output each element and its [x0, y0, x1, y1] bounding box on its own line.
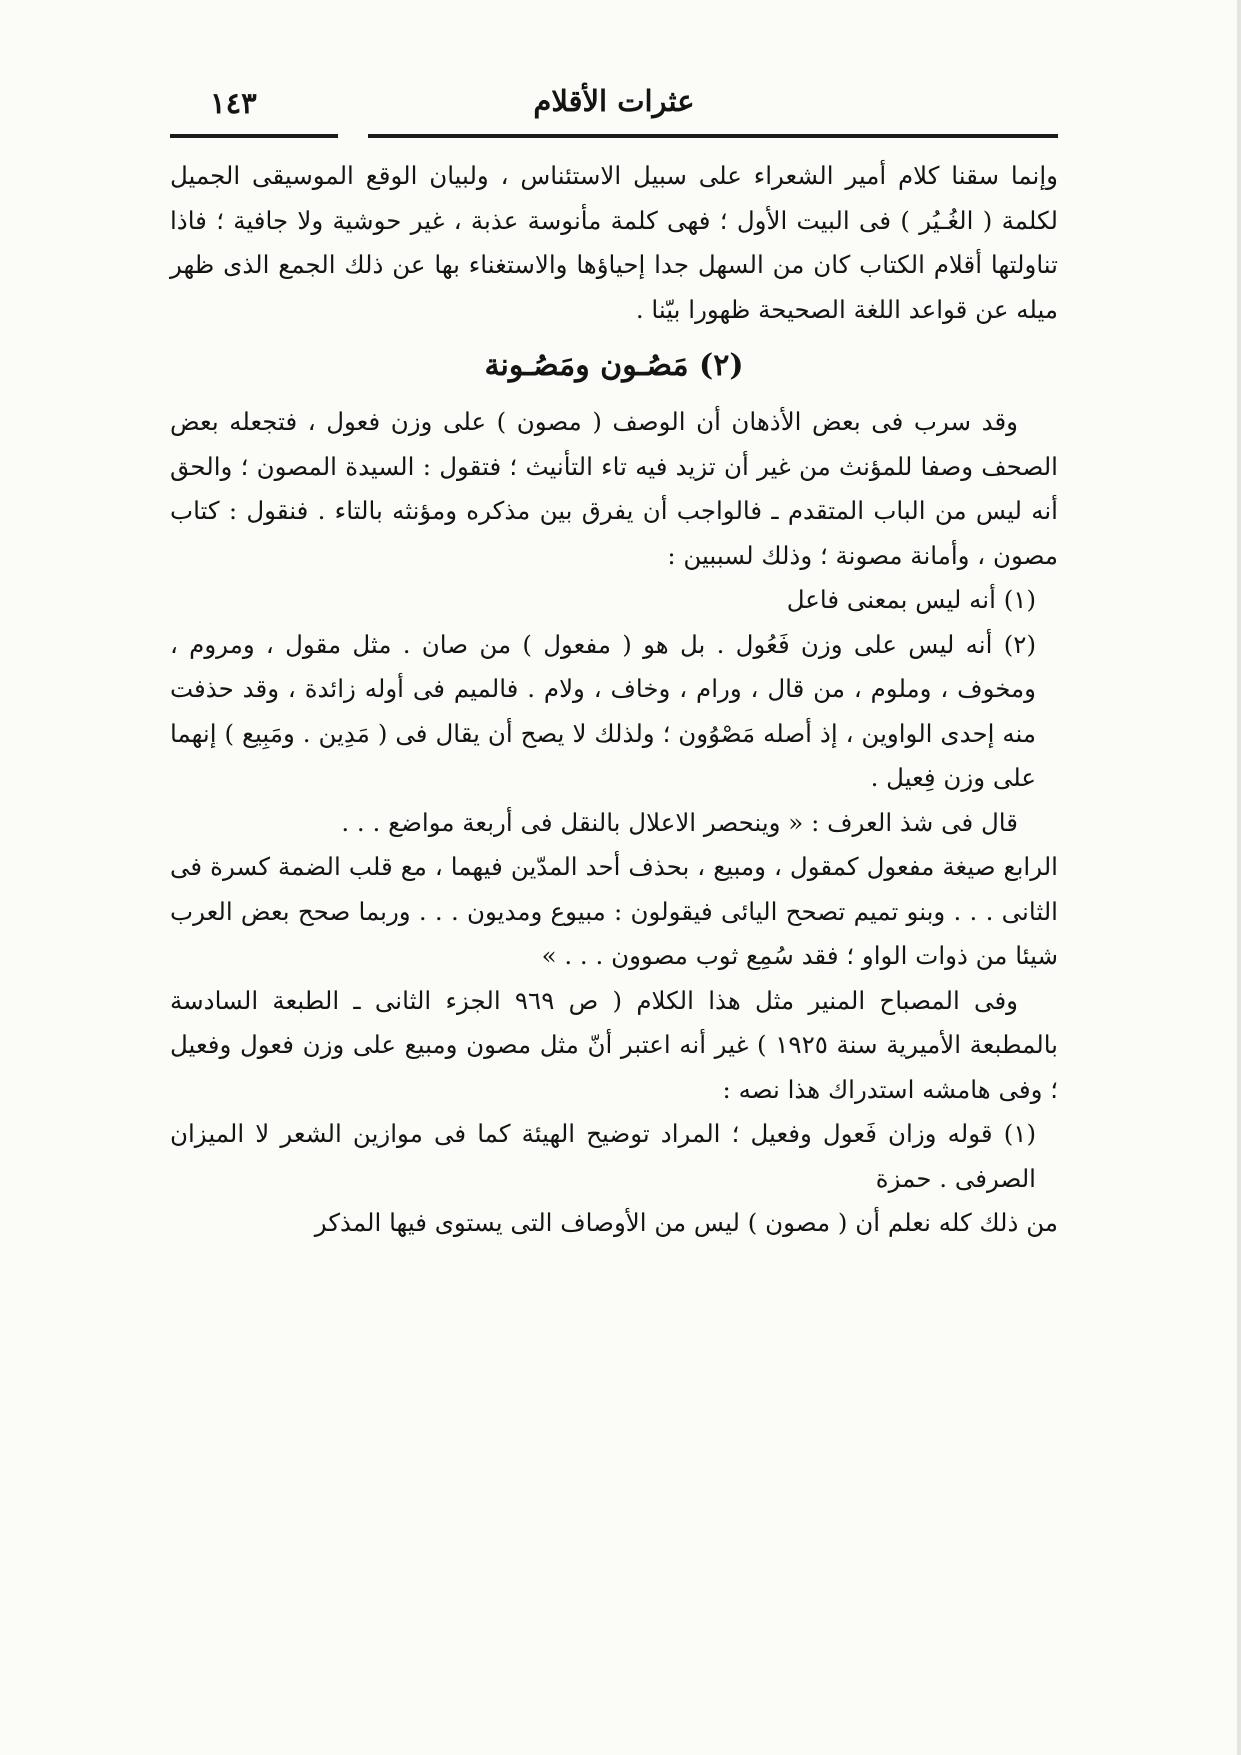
- header-rule-right: [368, 134, 1058, 138]
- quote-body: الرابع صيغة مفعول كمقول ، ومبيع ، بحذف أحد المدّين فيهما ، مع قلب الضمة كسرة فى الثانى . . . وبنو تميم تصحح اليائى فيقولون : مبيوع ومديون . . . وربما صحح بعض العرب شيئا من ذوات الواو ؛ فقد سُمِع ثوب مصوون . . . »: [170, 852, 1058, 970]
- header-rule: [170, 130, 1058, 144]
- header-rule-left: [170, 134, 338, 138]
- body-paragraph-1: وقد سرب فى بعض الأذهان أن الوصف ( مصون ) على وزن فعول ، فتجعله بعض الصحف وصفا للمؤنث من غير أن تزيد فيه تاء التأنيث ؛ فتقول : السيدة المصون ؛ والحق أنه ليس من الباب المتقدم ـ فالواجب أن يفرق بين مذكره ومؤنثه بالتاء . فنقول : كتاب مصون ، وأمانة مصونة ؛ وذلك لسببين :: [170, 407, 1058, 570]
- page-content: [170, 78, 1058, 1246]
- intro-paragraph: وإنما سقنا كلام أمير الشعراء على سبيل الاستئناس ، ولبيان الوقع الموسيقى الجميل لكلمة ( الغُـيُر ) فى البيت الأول ؛ فهى كلمة مأنوسة عذبة ، غير حوشية ولا جافية ؛ فاذا تناولتها أقلام الكتاب كان من السهل جدا إحياؤها والاستغناء بها عن ذلك الجمع الذى ظهر ميله عن قواعد اللغة الصحيحة ظهورا بيّنا .: [170, 161, 1058, 324]
- section-heading: (٢) مَصُـون ومَصُـونة: [484, 348, 744, 383]
- reason-2: (٢) أنه ليس على وزن فَعُول . بل هو ( مفعول ) من صان . مثل مقول ، ومروم ، ومخوف ، وملوم ، من قال ، ورام ، وخاف ، ولام . فالميم فى أوله زائدة ، وقد حذفت منه إحدى الواوين ، إذ أصله مَصْوُون ؛ ولذلك لا يصح أن يقال فى ( مَدِين . ومَبِيع ) إنهما على وزن فِعيل .: [170, 629, 1036, 792]
- footnote-1: (١) قوله وزان فَعول وفعيل ؛ المراد توضيح الهيئة كما فى موازين الشعر لا الميزان الصرفى . حمزة: [170, 1119, 1036, 1193]
- misbah-paragraph: وفى المصباح المنير مثل هذا الكلام ( ص ٩٦٩ الجزء الثانى ـ الطبعة السادسة بالمطبعة الأميرية سنة ١٩٢٥ ) غير أنه اعتبر أنّ مثل مصون ومبيع على وزن فعول وفعيل ؛ وفى هامشه استدراك هذا نصه :: [170, 985, 1058, 1104]
- page-header: [170, 78, 1058, 130]
- reason-1: (١) أنه ليس بمعنى فاعل: [786, 585, 1036, 614]
- conclusion-paragraph: من ذلك كله نعلم أن ( مصون ) ليس من الأوصاف التى يستوى فيها المذكر: [314, 1208, 1058, 1237]
- quote-intro: قال فى شذ العرف : « وينحصر الاعلال بالنقل فى أربعة مواضع . . .: [341, 807, 1018, 837]
- page-number: ١٤٣: [210, 86, 257, 120]
- running-title: عثرات الأقلام: [533, 84, 695, 118]
